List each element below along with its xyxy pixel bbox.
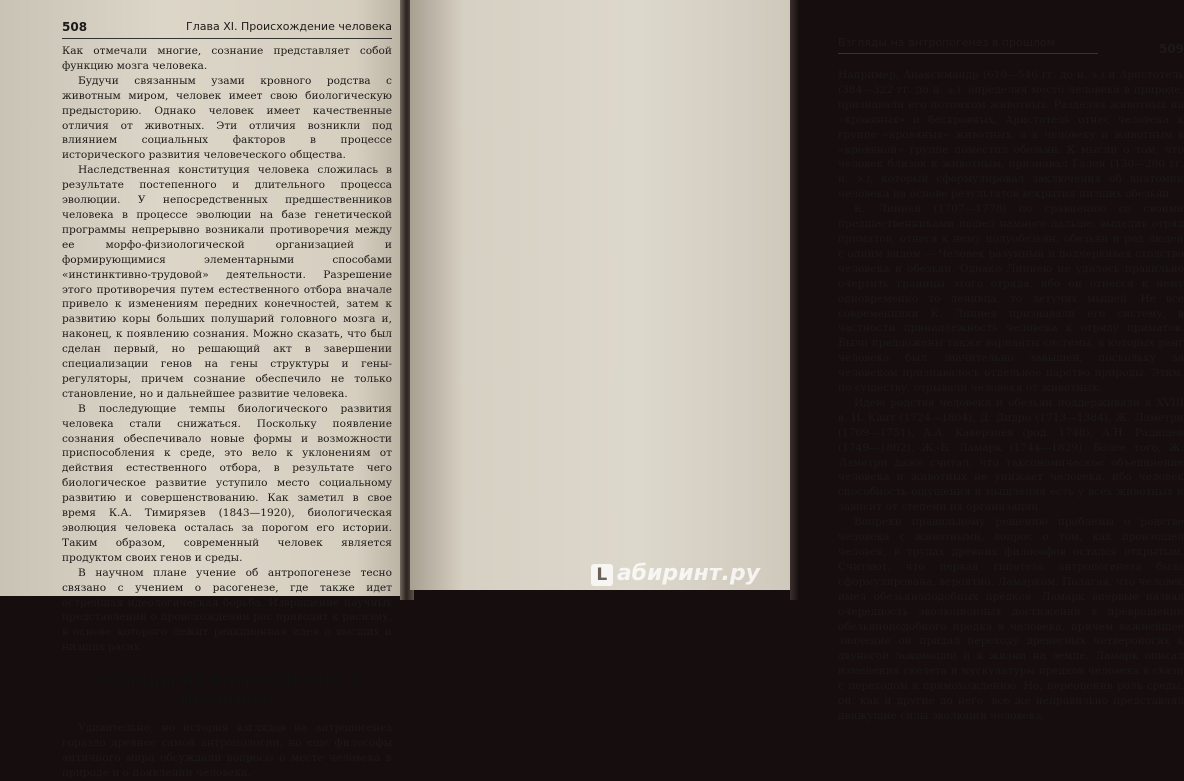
left-paragraph: Как отмечали многие, сознание представляет собой функцию мозга человека. [62,45,392,72]
left-paragraph: В последующие темпы биологического развития человека стали снижаться. Поскольку появление сознания обеспечивало новые формы и возможности приспособления к среде, это вело к уклонениям от действия естественного отбора, в результате чего биологическое развитие уступило место социальному развитию и совершенствованию. Как заметил в свое время К.А. Тимирязев (1843—1920), биологическая эволюция человека осталась за порогом его истории. Таким образом, современный человек является продуктом своих генов и среды. [62,402,392,564]
labirint-watermark [591,561,760,586]
left-page-body [62,44,392,781]
left-paragraph: Будучи связанным узами кровного родства с животным миром, человек имеет свою биологическую предысторию. Однако человек имеет качественные отличия от животных. Эти отличия возникли под влиянием социальных факторов в процессе исторического развития человеческого общества. [62,74,392,162]
right-paragraph: Идею родства человека и обезьян поддерживали в XVIII в. И. Кант (1724—1804), Д. Дидро (1713—1384), Ж. Ламетри (1709—1751), А.А. Каверзнев (род. 1748), А.Н. Радищев (1749—1802), Ж.-Б. Ламарк (1744—1829). Более того, Ж. Ламетри даже считал, что таксономическое объединение человека и животных не унижает человека, ибо человек способность ощущения и мышления есть у всех животных и зависит от степени их организации. [838,396,1184,514]
watermark-text: абиринт.ру [616,561,760,586]
right-paragraph: Например, Анаксимандр (610—546 гг. до н. э.) и Аристотель (384—322 гг. до н. э.), определяя место человека в природе, признавали его потомком животных. Разделяя животных на «кровяных» и бескровных, Аристотель отнес человека к группе «кровяных» животных, а к человеку и животным в «кровяной» группе поместил обезьян. К мысли о том, что человек близок к животным, признавал Гален (130—200 гг. н. э.), который сформулировал заключения об анатомии человека на основе результатов вскрытия низших обезьян. [838,69,1184,201]
left-page-number: 508 [62,20,88,34]
labirint-logo-icon: L [591,564,613,586]
right-running-header [838,36,1184,62]
left-running-header [62,18,392,39]
left-paragraph: Наследственная конституция человека сложилась в результате постепенного и длительного процесса эволюции. У непосредственных предшественников человека в процессе эволюции на базе генетической программы непрерывно возникали противоречия между ее морфо-физиологической организацией и формирующимися элементарными способами «инстинктивно-трудовой» деятельности. Разрешение этого противоречия путем естественного отбора вначале привело к изменениям передних конечностей, затем к развитию коры больших полушарий головного мозга и, наконец, к появлению сознания. Можно сказать, что был сделан первый, но решающий акт в завершении специализации генов на гены структуры и гены-регуляторы, причем сознание обеспечило не только становление, но и дальнейшее развитие человека. [62,164,392,400]
right-page-body [838,68,1184,724]
left-page [0,0,404,779]
right-page [410,0,1184,722]
section-heading: ВЗГЛЯДЫ НА АНТРОПОГЕНЕЗ В ПРОШЛОМ [92,674,362,709]
left-running-head-title: Глава XI. Происхождение человека [186,20,392,33]
left-paragraph: Удивительно, но история взглядов на антропогенез гораздо древнее самой антропологии, но еще философы античного мира обсуждали вопросы о месте человека в природе и о появлении человека. [62,722,392,779]
left-paragraph: В научном плане учение об антропогенезе тесно связано с учением о расогенезе, где также идет острейшая идеологическая борьба. Извращение научных представлений о происхождении рас приводит к расизму, в основе которого лежит реакционная идея о высших и низших расах. [62,566,392,654]
page-edge-shadow [790,0,800,600]
right-page-number: 509 [1158,42,1184,56]
right-paragraph: Вопреки правильному решению проблемы о родстве человека с животными, вопрос о том, как произошел человек, в трудах древних философов остался открытым. Считают, что первая гипотеза антропогенеза была сформулирована, вероятно, Ламарком. Полагая, что человек имел обезьяноподобных предков, Ламарк впервые назвал очередность эволюционных достижений в превращении обезьяноподобного предка в человека, причем важнейшее значение он придал переходу древесных четвероногих к двуногой локомоции и к жизни на земле. Ламарк описал изменения скелета и мускулатуры предков человека в связи с переходом к прямохождению. Но, переоценив роль среды, он, как и другие до него, все же неправильно представлял движущие силы эволюции человека. [838,516,1184,722]
right-paragraph: К. Линней (1707—1778) по сравнению со своими предшественниками пошел намного дальше, выделив отряд приматов, отнеся к нему полуобезьян, обезьян и род людей с одним видом — Человек разумный и подчеркивая сходство человека и обезьян. Однако Линнею не удалось правильно очертить границы этого отряда, ибо он отнесся к нему одновременно то ленивца, то летучих мышей. Не все современники К. Линнея признавали его систему, в частности принадлежность человека к отряду приматов. Были предложены также варианты системы, в которых ранг человека был значительно завышен, поскольку за человеком признавалось отдельное царство природы. Этим, по существу, отрывали человека от животных. [838,203,1184,395]
right-running-head-title: Взгляды на антропогенез в прошлом [838,36,1098,54]
